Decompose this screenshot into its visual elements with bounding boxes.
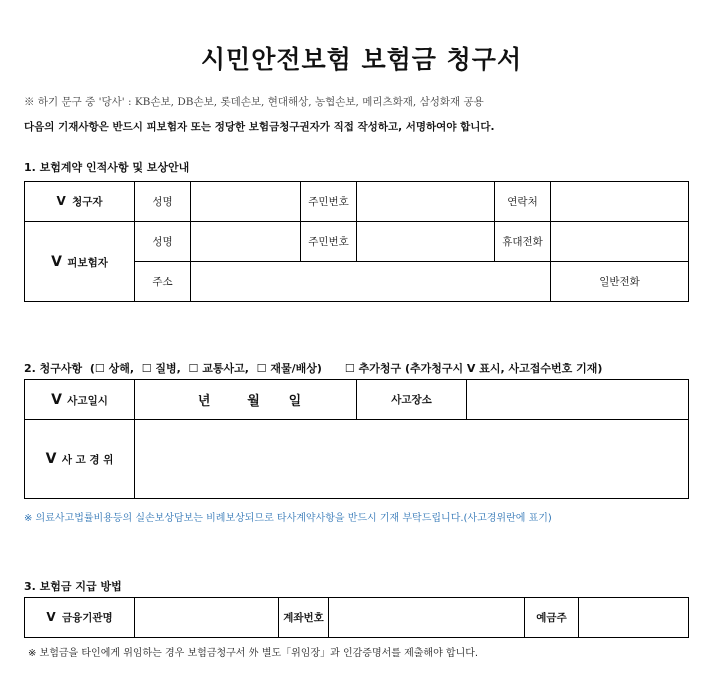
checkbox-additional[interactable]: ☐: [344, 362, 355, 375]
checkbox-disease[interactable]: ☐: [141, 362, 152, 375]
month-unit: 월: [247, 394, 260, 409]
day-unit: 일: [288, 394, 302, 409]
accident-place-label: 사고장소: [357, 380, 467, 420]
proportional-compensation-note: ※ 의료사고법률비용등의 실손보상담보는 비례보상되므로 타사계약사항을 반드시 기재 부탁드립니다.(사고경위란에 표기): [24, 513, 552, 524]
claimant-name-field[interactable]: [191, 182, 301, 222]
option-traffic: 교통사고,: [202, 362, 249, 375]
form-title: 시민안전보험 보험금 청구서: [200, 45, 523, 74]
bank-field[interactable]: [135, 598, 279, 638]
insured-row: [25, 222, 689, 262]
check-mark: V: [51, 253, 62, 270]
option-property: 재물/배상): [270, 362, 322, 375]
claimant-contact-field[interactable]: [551, 182, 689, 222]
insured-label: 피보험자: [67, 256, 108, 269]
address-label: 주소: [135, 262, 191, 302]
check-mark: V: [46, 610, 56, 624]
insured-label-cell: [25, 222, 135, 302]
account-label: 계좌번호: [279, 598, 329, 638]
checkbox-injury[interactable]: ☐: [94, 362, 105, 375]
claimant-id-label: 주민번호: [301, 182, 357, 222]
accident-date-label-cell: [25, 380, 135, 420]
insured-name-label: 성명: [135, 222, 191, 262]
insurer-note: ※ 하기 문구 중 '당사' : KB손보, DB손보, 롯데손보, 현대해상, 농협손보, 메리츠화재, 삼성화재 공용: [24, 96, 484, 108]
delegation-note: ※ 보험금을 타인에게 위임하는 경우 보험금청구서 外 별도「위임장」과 인감증명서를 제출해야 합니다.: [28, 648, 479, 659]
insured-id-field[interactable]: [357, 222, 495, 262]
check-mark: V: [56, 194, 66, 208]
insured-mobile-field[interactable]: [551, 222, 689, 262]
option-disease: 질병,: [155, 362, 181, 375]
accident-place-field[interactable]: [467, 380, 689, 420]
insured-id-label: 주민번호: [301, 222, 357, 262]
additional-note: (추가청구시 V 표시, 사고접수번호 기재): [404, 362, 603, 375]
accident-date-label: 사고일시: [67, 394, 108, 407]
payment-row: [25, 598, 689, 638]
bank-label-cell: [25, 598, 135, 638]
claimant-label-cell: [25, 182, 135, 222]
bank-label: 금융기관명: [61, 612, 113, 624]
section2-title: 2. 청구사항: [24, 362, 83, 375]
address-field[interactable]: [191, 262, 551, 302]
accident-date-field[interactable]: [135, 380, 357, 420]
accident-detail-label: 사 고 경 위: [61, 454, 114, 466]
account-field[interactable]: [329, 598, 525, 638]
claimant-name-label: 성명: [135, 182, 191, 222]
claimant-id-field[interactable]: [357, 182, 495, 222]
accident-detail-row: [25, 420, 689, 499]
accident-detail-label-cell: [25, 420, 135, 499]
accident-detail-field[interactable]: [135, 420, 689, 499]
holder-field[interactable]: [579, 598, 689, 638]
option-injury: 상해,: [108, 362, 135, 375]
claimant-row: [25, 182, 689, 222]
claimant-label: 청구자: [72, 196, 103, 208]
claim-details-table: [24, 379, 689, 499]
phone-label: 일반전화: [551, 262, 689, 302]
check-mark: V: [51, 391, 62, 408]
payment-method-table: [24, 597, 689, 638]
insured-mobile-label: 휴대전화: [495, 222, 551, 262]
insured-name-field[interactable]: [191, 222, 301, 262]
checkbox-property[interactable]: ☐: [256, 362, 267, 375]
claimant-contact-label: 연락처: [495, 182, 551, 222]
checkbox-traffic[interactable]: ☐: [188, 362, 199, 375]
personal-info-table: [24, 181, 689, 302]
year-unit: 년: [197, 394, 211, 409]
additional-label: 추가청구: [358, 362, 402, 375]
section2-header: 2. 청구사항 (☐ 상해, ☐ 질병, ☐ 교통사고, ☐ 재물/배상) ☐ 추가청구 (추가청구시 V 표시, 사고접수번호 기재): [24, 362, 603, 375]
accident-date-row: [25, 380, 689, 420]
section1-title: 1. 보험계약 인적사항 및 보상안내: [24, 161, 190, 174]
instruction-text: 다음의 기재사항은 반드시 피보험자 또는 정당한 보험금청구권자가 직접 작성하고, 서명하여야 합니다.: [24, 121, 495, 133]
section3-title: 3. 보험금 지급 방법: [24, 580, 122, 593]
check-mark: V: [45, 451, 57, 467]
holder-label: 예금주: [525, 598, 579, 638]
